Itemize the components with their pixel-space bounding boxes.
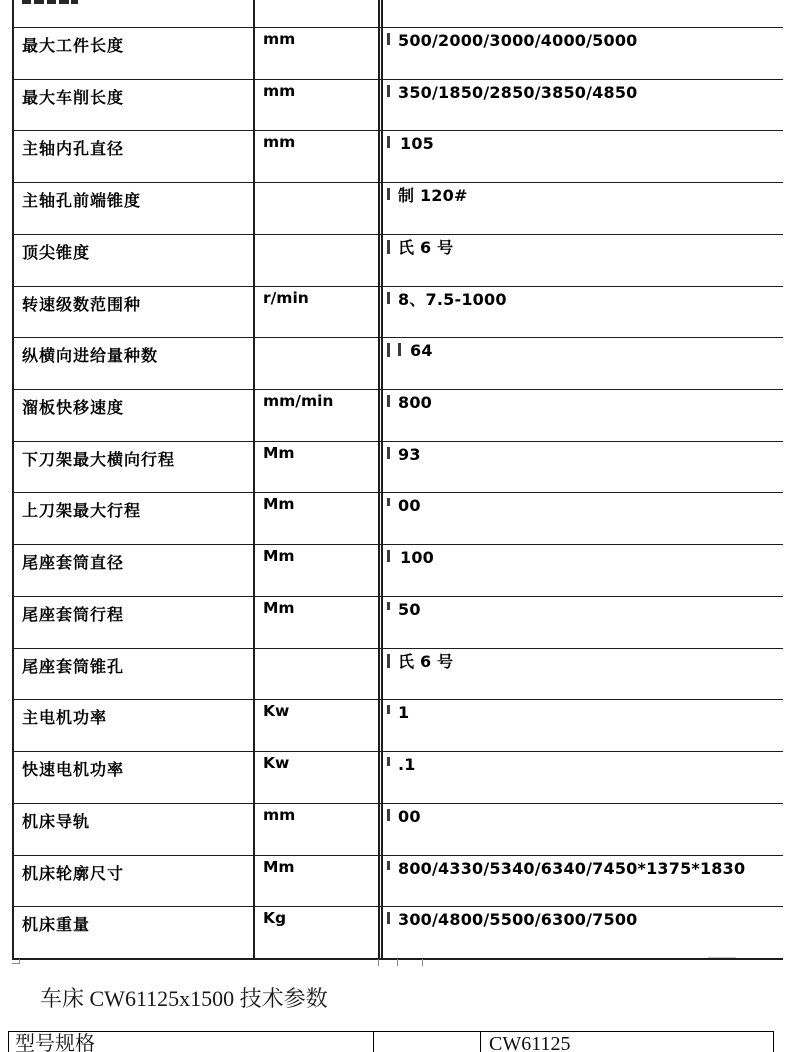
table-handle-mark: [378, 959, 379, 966]
spec-value: 制 120#: [398, 186, 468, 206]
spec-label: 最大工件长度: [22, 36, 125, 55]
table-row: [12, 337, 783, 389]
spec-unit: mm/min: [263, 392, 334, 411]
spec-unit: Mm: [263, 443, 295, 462]
spec-label: 机床重量: [22, 915, 91, 935]
spec-label: 尾座套筒直径: [22, 553, 125, 573]
spec-label: 主轴孔前端锥度: [22, 191, 142, 211]
spec-label: 主轴内孔直径: [22, 139, 125, 159]
table-row: [12, 79, 783, 131]
spec-unit: Mm: [263, 857, 295, 876]
spec-label: 尾座套筒锥孔: [22, 656, 125, 676]
section-heading: 车床 CW61125x1500 技术参数: [40, 986, 328, 1011]
spec-value: 500/2000/3000/4000/5000: [398, 31, 638, 50]
spec-value: 93: [398, 444, 421, 464]
spec-unit: r/min: [263, 288, 309, 307]
spec-label: 溜板快移速度: [22, 398, 125, 418]
clipped-glyph-fragment: [387, 550, 390, 562]
table-row: [12, 648, 783, 700]
table-row: [12, 855, 783, 907]
clipped-glyph-fragment: [387, 343, 390, 357]
model-label: 型号规格: [15, 1033, 95, 1052]
table-handle-mark: [422, 959, 423, 966]
spec-label: 顶尖锥度: [22, 242, 91, 262]
spec-label: 主电机功率: [22, 708, 108, 728]
spec-unit: mm: [263, 81, 296, 100]
spec-unit: mm: [263, 30, 296, 48]
spec-table: [12, 27, 783, 958]
spec-value: 350/1850/2850/3850/4850: [398, 82, 638, 102]
spec-value: 100: [400, 548, 434, 568]
clipped-glyph-fragment: [387, 912, 390, 924]
spec-unit: Kw: [263, 754, 290, 773]
table-row: [12, 544, 783, 596]
table-row: [12, 27, 783, 79]
spec-label: 快速电机功率: [22, 760, 125, 780]
table-handle-mark: [708, 957, 736, 958]
table-row: [12, 441, 783, 493]
clipped-glyph-fragment: [387, 654, 390, 668]
spec-value: 8、7.5-1000: [398, 289, 507, 309]
clipped-glyph-fragment: [387, 861, 390, 870]
clipped-glyph-fragment: [387, 447, 390, 459]
model-value: CW61125: [489, 1033, 571, 1052]
table-row: [12, 492, 783, 544]
spec-value: 00: [398, 806, 421, 826]
spec-value: 氏 6 号: [398, 237, 454, 257]
spec-label: 纵横向进给量种数: [22, 346, 159, 366]
table-row: [12, 803, 783, 855]
spec-unit: mm: [263, 133, 296, 152]
clipped-glyph-fragment: [387, 498, 390, 506]
table-row: [12, 906, 783, 958]
spec-value: 氏 6 号: [398, 651, 454, 671]
clipped-glyph-fragment: [387, 292, 390, 304]
table-handle-mark: [397, 959, 398, 966]
clipped-glyph-fragment: [387, 188, 390, 200]
clipped-glyph-fragment: [387, 757, 390, 766]
spec-unit: mm: [263, 805, 296, 824]
clipped-glyph-fragment: [387, 809, 390, 821]
spec-unit: Mm: [263, 598, 295, 617]
spec-unit: Mm: [263, 495, 295, 514]
spec-label: 转速级数范围种: [22, 294, 142, 314]
clipped-glyph-fragment: [387, 85, 390, 97]
spec-unit: Mm: [263, 547, 295, 566]
clipped-glyph-fragment: [387, 602, 390, 610]
clipped-glyph-fragment: [398, 343, 401, 356]
spec-unit: Kw: [263, 702, 290, 721]
clipped-glyph-fragment: [387, 395, 390, 407]
spec-value: 800: [398, 393, 432, 413]
table-row: [12, 182, 783, 234]
spec-label: 尾座套筒行程: [22, 604, 125, 624]
spec-value: 105: [400, 134, 434, 154]
spec-value: 300/4800/5500/6300/7500: [398, 910, 638, 930]
spec-label: 上刀架最大行程: [22, 501, 142, 521]
clipped-glyph-fragment: [387, 705, 390, 714]
clipped-glyph-fragment: [387, 33, 390, 45]
spec-value: 50: [398, 599, 421, 619]
table-row: [12, 234, 783, 286]
spec-value: 800/4330/5340/6340/7450*1375*1830: [398, 858, 746, 878]
table-row: [12, 286, 783, 338]
table-row: [12, 751, 783, 803]
clipped-glyph-fragment: [387, 136, 390, 148]
spec-label: 机床轮廓尺寸: [22, 863, 125, 883]
clipped-glyph-fragment: [387, 240, 390, 254]
table-row: [12, 699, 783, 751]
spec-label: 最大车削长度: [22, 87, 125, 107]
table-border-line: [480, 1032, 481, 1052]
spec-label: 机床导轨: [22, 811, 91, 831]
spec-label: 下刀架最大横向行程: [22, 449, 176, 469]
spec-value: .1: [398, 755, 416, 775]
clipped-row-fragment: [22, 0, 82, 5]
table-row: [12, 596, 783, 648]
spec-unit: Kg: [263, 909, 287, 928]
table-row: [12, 130, 783, 182]
table-row: [12, 389, 783, 441]
model-table: [8, 1031, 774, 1052]
table-handle-mark: [19, 959, 20, 964]
spec-value: 64: [410, 341, 433, 361]
spec-value: 00: [398, 496, 421, 516]
spec-value: 1: [398, 703, 410, 723]
table-border-line: [373, 1032, 374, 1052]
